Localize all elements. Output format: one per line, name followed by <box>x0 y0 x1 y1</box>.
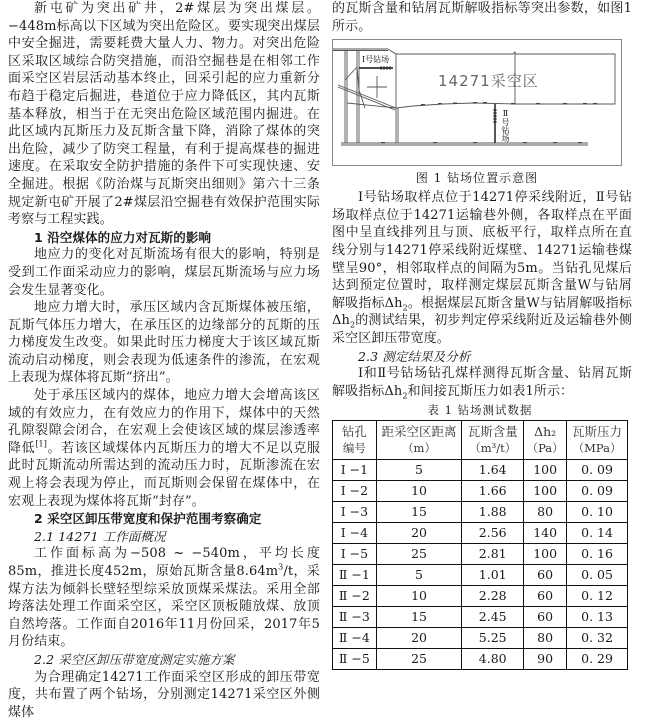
cell-hole-id: Ⅱ −4 <box>333 628 377 649</box>
cell-gas-content: 2.81 <box>462 544 524 565</box>
cell-gas-pressure: 0. 16 <box>567 544 628 565</box>
cell-gas-pressure: 0. 32 <box>567 628 628 649</box>
header-line: 钻孔 <box>341 424 367 440</box>
header-line: Δh₂ <box>534 424 557 440</box>
section-heading-1: 1 沿空煤体的应力对瓦斯的影响 <box>34 229 212 245</box>
cell-hole-id: Ⅱ −5 <box>333 649 377 670</box>
cell-delta-h2: 60 <box>524 586 567 607</box>
cell-delta-h2: 140 <box>524 523 567 544</box>
paragraph-sampling <box>332 189 632 347</box>
cell-gas-pressure: 0. 29 <box>567 649 628 670</box>
cell-delta-h2: 60 <box>524 565 567 586</box>
right-column <box>332 0 632 670</box>
cell-gas-content: 1.88 <box>462 502 524 523</box>
header-unit: （m³/t） <box>469 441 517 456</box>
cell-gas-content: 5.25 <box>462 628 524 649</box>
paragraph-results-intro <box>332 365 632 400</box>
cell-delta-h2: 80 <box>524 502 567 523</box>
text: 工作面标高为−508 ~ −540m，平均长度85m，推进长度452m，原始瓦斯含量8.64m <box>8 546 320 579</box>
cell-delta-h2: 100 <box>524 460 567 481</box>
text: 处于承压区域内的煤体，地应力增大会增高该区域的有效应力，在有效应力的作用下，煤体中的天然孔隙裂隙会闭合，在宏观上会使该区域的煤层渗透率降低 <box>8 388 320 456</box>
cell-gas-pressure: 0. 09 <box>567 481 628 502</box>
cell-distance: 20 <box>376 628 462 649</box>
header-line: 瓦斯含量 <box>467 424 518 440</box>
cell-gas-content: 2.28 <box>462 586 524 607</box>
table-row <box>333 607 628 628</box>
table-row <box>333 502 628 523</box>
cell-delta-h2: 100 <box>524 481 567 502</box>
cell-distance: 25 <box>376 649 462 670</box>
header-unit: 编号 <box>342 441 366 456</box>
cell-delta-h2: 100 <box>524 544 567 565</box>
table-row <box>333 544 628 565</box>
paragraph-stress-effect: 地应力的变化对瓦斯流场有很大的影响，特别是受到工作面采动应力的影响，煤层瓦斯流场与应力场会发生显著变化。 <box>8 247 320 298</box>
paragraph-intro: 新屯矿为突出矿井，2#煤层为突出煤层。−448m标高以下区域为突出危险区。要实现突出煤层中安全掘进，需要耗费大量人力、物力。对突出危险区采取区域综合防突措施，而沿空掘巷是在相邻工作面采空区岩层活动基本终止，回采引起的应力重新分布趋于稳定后掘进，巷道位于应力降低区，其内瓦斯基本释放，相当于在无突出危险区域范围内掘进。在此区域内瓦斯压力及瓦斯含量下降，消除了煤体的突出危险，减少了防突工程量，有利于提高煤巷的掘进速度。在采取安全防护措施的条件下可实现快速、安全掘进。根据《防治煤与瓦斯突出细则》第六十三条规定新屯矿开展了2#煤层沿空掘巷有效保护范围实际考察与工程实践。 <box>8 1 320 228</box>
table-row <box>333 586 628 607</box>
cell-hole-id: Ⅱ −3 <box>333 607 377 628</box>
cell-hole-id: Ⅰ −4 <box>333 523 377 544</box>
cell-distance: 15 <box>376 607 462 628</box>
goaf-area-label: 14271采空区 <box>438 72 539 91</box>
header-line: 瓦斯压力 <box>572 424 623 440</box>
cell-distance: 20 <box>376 523 462 544</box>
text: 和间接瓦斯压力如表1所示： <box>407 383 574 399</box>
cell-distance: 15 <box>376 502 462 523</box>
subscript: 2 <box>402 391 408 401</box>
section-heading-2: 2 采空区卸压带宽度和保护范围考察确定 <box>34 511 262 527</box>
paragraph-compressed-zone <box>8 387 320 510</box>
citation-ref: [1] <box>35 439 47 449</box>
subsection-heading-2-1: 2.1 14271 工作面概况 <box>34 528 166 544</box>
table-body <box>333 460 628 670</box>
cell-hole-id: Ⅱ −1 <box>333 565 377 586</box>
cell-gas-pressure: 0. 09 <box>567 460 628 481</box>
cell-gas-pressure: 0. 05 <box>567 565 628 586</box>
header-hole-id <box>333 421 377 460</box>
cell-distance: 10 <box>376 586 462 607</box>
table-row <box>333 565 628 586</box>
cell-delta-h2: 60 <box>524 607 567 628</box>
table-row <box>333 460 628 481</box>
text: 。根据煤层瓦斯含量W与钻屑解吸指标Δh <box>332 295 632 329</box>
text: Ⅰ和Ⅱ号钻场钻孔煤样测得瓦斯含量、钻屑瓦斯解吸指标Δh <box>332 366 632 399</box>
cell-gas-pressure: 0. 13 <box>567 607 628 628</box>
cell-gas-content: 4.80 <box>462 649 524 670</box>
subsection-heading-2-3: 2.3 测定结果及分析 <box>358 348 471 364</box>
cell-distance: 25 <box>376 544 462 565</box>
header-delta-h2 <box>524 421 567 460</box>
cell-hole-id: Ⅱ −2 <box>333 586 377 607</box>
drill-site-2-label: Ⅱ号钻场 <box>501 109 510 143</box>
figure-drill-site-layout <box>332 39 622 166</box>
cell-hole-id: Ⅰ −3 <box>333 502 377 523</box>
table-row <box>333 649 628 670</box>
cell-gas-content: 1.66 <box>462 481 524 502</box>
header-distance <box>376 421 462 460</box>
table-header-row <box>333 421 628 460</box>
text: /t，采煤方法为倾斜长壁轻型综采放顶煤采煤法。采用全部垮落法处理工作面采空区，采空区顶板随放煤、放顶自然垮落。工作面自2016年11月份回采，2017年5月份结束。 <box>8 564 320 650</box>
drill-site-1-label: Ⅰ号钻场 <box>362 55 390 65</box>
cell-distance: 5 <box>376 460 462 481</box>
superscript: 3 <box>278 562 284 572</box>
cell-hole-id: Ⅰ −1 <box>333 460 377 481</box>
cell-hole-id: Ⅰ −2 <box>333 481 377 502</box>
table-row <box>333 481 628 502</box>
cell-distance: 10 <box>376 481 462 502</box>
cell-gas-pressure: 0. 12 <box>567 586 628 607</box>
header-gas-pressure <box>567 421 628 460</box>
paragraph-stress-increase: 地应力增大时，承压区域内含瓦斯煤体被压缩，瓦斯气体压力增大，在承压区的边缘部分的瓦斯的压力梯度发生改变。如果此时压力梯度大于该区域瓦斯流动启动梯度，则会表现为低速条件的渗流，在宏观上表现为煤体将瓦斯“挤出”。 <box>8 300 320 386</box>
header-unit: （Pa） <box>526 441 564 456</box>
header-unit: （m） <box>402 441 436 456</box>
drill-test-data-table <box>332 420 628 670</box>
cell-delta-h2: 90 <box>524 649 567 670</box>
text: 。若该区域煤体内瓦斯压力的增大不足以克服此时瓦斯流动所需达到的流动压力时，瓦斯渗流在宏观上将会表现为停止，而瓦斯则会保留在煤体中，在宏观上表现为煤体将瓦斯“封存”。 <box>8 440 320 509</box>
header-gas-content <box>462 421 524 460</box>
text: 的测试结果，初步判定停采线附近及运输巷外侧采空区卸压带宽度。 <box>332 313 632 346</box>
cell-delta-h2: 80 <box>524 628 567 649</box>
subsection-heading-2-2: 2.2 采空区卸压带宽度测定实施方案 <box>34 651 235 667</box>
text: Ⅰ号钻场取样点位于14271停采线附近，Ⅱ号钻场取样点位于14271运输巷外侧，各取样点在平面图中呈直线排列且与顶、底板平行，取样点所在直线分别与14271停采线附近煤壁、14271运输巷煤壁呈90°，相邻取样点的间隔为5m。当钻孔见煤后达到预定位置时，取样测定煤层瓦斯含量W与钻屑解吸指标Δh <box>332 190 632 311</box>
left-column <box>8 0 320 721</box>
cell-hole-id: Ⅰ −5 <box>333 544 377 565</box>
cell-gas-content: 2.56 <box>462 523 524 544</box>
cell-gas-pressure: 0. 10 <box>567 502 628 523</box>
subscript: 2 <box>349 320 356 330</box>
table-row <box>333 523 628 544</box>
paragraph-continued: 的瓦斯含量和钻屑瓦斯解吸指标等突出参数，如图1所示。 <box>332 1 632 34</box>
cell-gas-pressure: 0. 14 <box>567 523 628 544</box>
table-caption: 表 1 钻场测试数据 <box>427 403 533 418</box>
cell-gas-content: 1.64 <box>462 460 524 481</box>
paragraph-workface-overview <box>8 545 320 651</box>
header-line: 距采空区距离 <box>381 424 457 440</box>
figure-caption: 图 1 钻场位置示意图 <box>415 171 539 186</box>
cell-distance: 5 <box>376 565 462 586</box>
header-unit: （MPa） <box>572 441 622 456</box>
cell-gas-content: 1.01 <box>462 565 524 586</box>
table-row <box>333 628 628 649</box>
paragraph-plan: 为合理确定14271工作面采空区形成的卸压带宽度，共布置了两个钻场，分别测定14271采空区外侧煤体 <box>8 669 320 720</box>
cell-gas-content: 2.45 <box>462 607 524 628</box>
subscript: 2 <box>402 303 408 313</box>
